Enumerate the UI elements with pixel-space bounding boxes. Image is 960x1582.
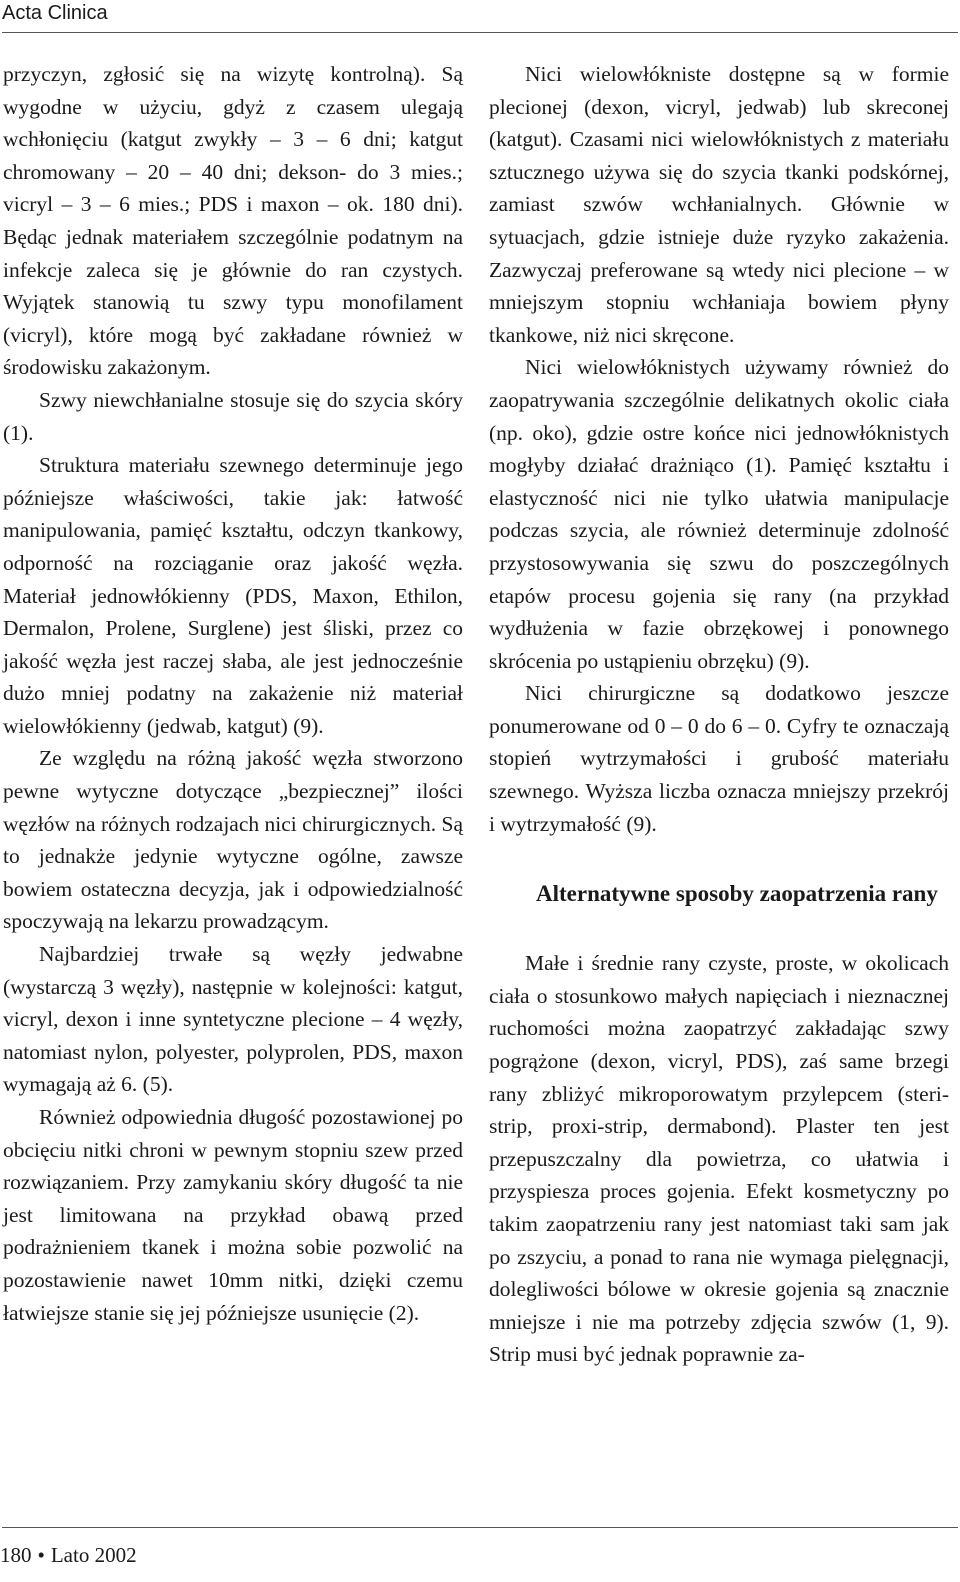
journal-title: Acta Clinica <box>2 2 108 24</box>
running-header <box>2 0 958 33</box>
paragraph: Struktura materiału szewnego determinuje jego późniejsze właściwości, takie jak: łatwość manipulowania, pamięć kształtu, odczyn tkankowy, odporność na rozciąganie oraz jakość węzła. Materiał jednowłókienny (PDS, Maxon, Ethilon, Dermalon, Prolene, Surglene) jest śliski, przez co jakość węzła jest raczej słaba, ale jest jednocześnie dużo mniej podatny na zakażenie niż materiał wielowłókienny (jedwab, katgut) (9). <box>3 453 463 738</box>
right-column <box>489 58 949 1371</box>
page-footer <box>0 1543 137 1568</box>
issue-label: Lato 2002 <box>50 1543 137 1567</box>
paragraph: Nici chirurgiczne są dodatkowo jeszcze ponumerowane od 0 – 0 do 6 – 0. Cyfry te oznaczają stopień wytrzymałości i grubość materiału szewnego. Wyższa liczba oznacza mniejszy przekrój i wytrzymałość (9). <box>489 681 949 836</box>
section-heading: Alternatywne sposoby zaopatrzenia rany <box>536 881 938 907</box>
paragraph: Szwy niewchłanialne stosuje się do szycia skóry (1). <box>3 387 463 445</box>
paragraph: Małe i średnie rany czyste, proste, w okolicach ciała o stosunkowo małych napięciach i nieznacznej ruchomości można zaopatrzyć zakładając szwy pogrążone (dexon, vicryl, PDS), zaś same brzegi rany zbliżyć mikroporowatym przylepcem (steri-strip, proxi-strip, dermabond). Plaster ten jest przepuszczalny dla powietrza, co ułatwia i przyspiesza proces gojenia. Efekt kosmetyczny po takim zaopatrzeniu rany jest natomiast taki sam jak po zszyciu, a ponad to rana nie wymaga pielęgnacji, dolegliwości bólowe w okresie gojenia są znacznie mniejsze i nie ma potrzeby zdjęcia szwów (1, 9). Strip musi być jednak poprawnie za- <box>489 951 949 1367</box>
footer-rule <box>2 1527 958 1528</box>
left-column <box>3 58 463 1329</box>
paragraph: Najbardziej trwałe są węzły jedwabne (wystarczą 3 węzły), następnie w kolejności: katgut, vicryl, dexon i inne syntetyczne plecione – 4 węzły, natomiast nylon, polyester, polyprolen, PDS, maxon wymagają aż 6. (5). <box>3 942 463 1097</box>
paragraph: Również odpowiednia długość pozostawionej po obcięciu nitki chroni w pewnym stopniu szew przed rozwiązaniem. Przy zamykaniu skóry długość ta nie jest limitowana na przykład obawą przed podrażnieniem tkanek i można sobie pozwolić na pozostawienie nawet 10mm nitki, dzięki czemu łatwiejsze stanie się jej późniejsze usunięcie (2). <box>3 1105 463 1325</box>
paragraph: przyczyn, zgłosić się na wizytę kontrolną). Są wygodne w użyciu, gdyż z czasem ulegają wchłonięciu (katgut zwykły – 3 – 6 dni; katgut chromowany – 20 – 40 dni; dekson- do 3 mies.; vicryl – 3 – 6 mies.; PDS i maxon – ok. 180 dni). Będąc jednak materiałem szczególnie podatnym na infekcje zaleca się je głównie do ran czystych. Wyjątek stanowią tu szwy typu monofilament (vicryl), które mogą być zakładane również w środowisku zakażonym. <box>3 62 463 380</box>
paragraph: Nici wielowłóknistych używamy również do zaopatrywania szczególnie delikatnych okolic ciała (np. oko), gdzie ostre końce nici jednowłóknistych mogłyby działać drażniąco (1). Pamięć kształtu i elastyczność nici nie tylko ułatwia manipulacje podczas szycia, ale również determinuje zdolność przystosowywania się szwu do poszczególnych etapów procesu gojenia się rany (na przykład wydłużenia w fazie obrzękowej i ponownego skrócenia po ustąpieniu obrzęku) (9). <box>489 355 949 673</box>
bullet-separator: • <box>37 1543 45 1567</box>
paragraph: Ze względu na różną jakość węzła stworzono pewne wytyczne dotyczące „bezpiecznej” ilości węzłów na różnych rodzajach nici chirurgicznych. Są to jednakże jedynie wytyczne ogólne, zawsze bowiem ostateczna decyzja, jak i odpowiedzialność spoczywają na lekarzu prowadzącym. <box>3 746 463 934</box>
paragraph: Nici wielowłókniste dostępne są w formie plecionej (dexon, vicryl, jedwab) lub skreconej (katgut). Czasami nici wielowłóknistych z materiału sztucznego używa się do szycia tkanki podskórnej, zamiast szwów wchłanialnych. Głównie w sytuacjach, gdzie istnieje duże ryzyko zakażenia. Zazwyczaj preferowane są wtedy nici plecione – w mniejszym stopniu wchłaniaja bowiem płyny tkankowe, niż nici skręcone. <box>489 62 949 347</box>
page-number: 180 <box>0 1543 32 1567</box>
